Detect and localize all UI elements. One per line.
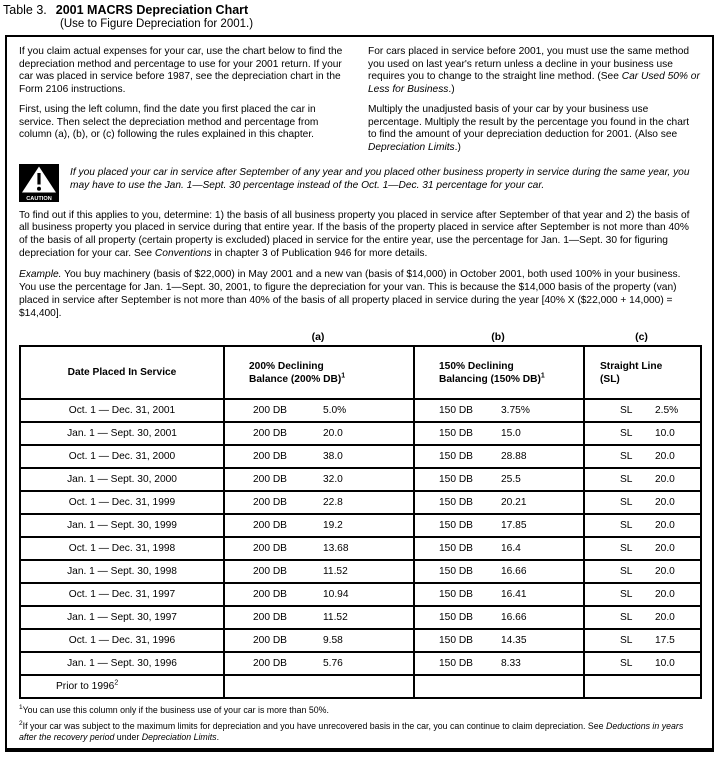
- header-text: 200% Declining: [249, 360, 324, 372]
- table-row: [20, 583, 701, 606]
- cell-150db: [414, 560, 584, 583]
- method-label: 200 DB: [253, 451, 287, 463]
- method-percentage: 13.68: [323, 543, 349, 555]
- method-label: 150 DB: [439, 451, 473, 463]
- method-label: SL: [620, 451, 633, 463]
- method-percentage: 22.8: [323, 497, 343, 509]
- header-date-placed-in-service: Date Placed In Service: [20, 346, 224, 399]
- method-label: 200 DB: [253, 589, 287, 601]
- table-row: [20, 629, 701, 652]
- method-percentage: 8.33: [501, 658, 521, 670]
- table-row: [20, 652, 701, 675]
- method-label: 200 DB: [253, 543, 287, 555]
- cell-empty: [224, 675, 414, 698]
- italic-reference: Depreciation Limits: [368, 141, 455, 153]
- method-percentage: 20.0: [655, 474, 675, 486]
- header-200-declining-balance: [224, 346, 414, 399]
- table-row: [20, 606, 701, 629]
- header-text: Straight Line: [600, 360, 663, 372]
- cell-150db: [414, 583, 584, 606]
- group-label-a: (a): [311, 331, 325, 344]
- header-text: (SL): [600, 373, 620, 385]
- prior-label: Prior to 1996: [56, 681, 115, 693]
- method-label: 150 DB: [439, 474, 473, 486]
- cell-date-placed-in-service: Jan. 1 — Sept. 30, 1999: [20, 514, 224, 537]
- footnote-text: under: [114, 732, 142, 743]
- table-row: [20, 445, 701, 468]
- cell-straight-line: [584, 537, 701, 560]
- method-label: SL: [620, 635, 633, 647]
- method-percentage: 16.66: [501, 566, 527, 578]
- method-percentage: 25.5: [501, 474, 521, 486]
- paragraph-text: For cars placed in service before 2001, you must use the same method you used on last year's return unless a decline in your business use requires you to change to the straight line method. (See: [368, 46, 690, 83]
- cell-straight-line: [584, 652, 701, 675]
- method-label: 150 DB: [439, 612, 473, 624]
- method-percentage: 10.0: [655, 428, 675, 440]
- method-label: 200 DB: [253, 428, 287, 440]
- find-out-paragraph: [19, 210, 700, 261]
- method-percentage: 16.4: [501, 543, 521, 555]
- paragraph-text: .): [448, 84, 455, 96]
- cell-straight-line: [584, 422, 701, 445]
- cell-200db: [224, 583, 414, 606]
- method-percentage: 20.0: [655, 612, 675, 624]
- method-label: 200 DB: [253, 474, 287, 486]
- method-percentage: 17.85: [501, 520, 527, 532]
- method-label: 150 DB: [439, 566, 473, 578]
- method-percentage: 28.88: [501, 451, 527, 463]
- header-150-declining-balance: [414, 346, 584, 399]
- cell-date-placed-in-service: Oct. 1 — Dec. 31, 1999: [20, 491, 224, 514]
- method-percentage: 17.5: [655, 635, 675, 647]
- caution-icon-label: CAUTION: [26, 195, 52, 202]
- cell-straight-line: [584, 445, 701, 468]
- footnote-text: If your car was subject to the maximum limits for depreciation and you have unrecovered basis in the car, you can continue to claim depreciation. See: [22, 721, 606, 732]
- intro-paragraph-3: [368, 46, 700, 97]
- cell-150db: [414, 652, 584, 675]
- method-percentage: 16.66: [501, 612, 527, 624]
- method-label: SL: [620, 405, 633, 417]
- paragraph-text: Multiply the unadjusted basis of your car by your business use percentage. Multiply the result by the percentage you found in the chart to find the amount of your depreciation deduction for 2001. (Also see: [368, 103, 690, 141]
- table-row-prior-to-1996: [20, 675, 701, 698]
- cell-date-placed-in-service: Oct. 1 — Dec. 31, 2001: [20, 399, 224, 422]
- method-percentage: 20.0: [655, 451, 675, 463]
- method-percentage: 20.0: [655, 497, 675, 509]
- page-title: [0, 0, 721, 31]
- method-percentage: 10.0: [655, 658, 675, 670]
- method-label: 200 DB: [253, 566, 287, 578]
- cell-200db: [224, 560, 414, 583]
- cell-150db: [414, 514, 584, 537]
- paragraph-text: .): [454, 141, 461, 153]
- cell-date-placed-in-service: Jan. 1 — Sept. 30, 2001: [20, 422, 224, 445]
- method-label: 150 DB: [439, 658, 473, 670]
- cell-date-placed-in-service: Jan. 1 — Sept. 30, 1997: [20, 606, 224, 629]
- method-label: SL: [620, 543, 633, 555]
- cell-straight-line: [584, 491, 701, 514]
- method-percentage: 3.75%: [501, 405, 530, 417]
- cell-200db: [224, 491, 414, 514]
- footnote-text: .: [216, 732, 220, 743]
- method-label: SL: [620, 474, 633, 486]
- italic-reference: Conventions: [154, 247, 212, 259]
- method-percentage: 9.58: [323, 635, 343, 647]
- example-label: Example.: [19, 269, 62, 281]
- footnote-text: You can use this column only if the business use of your car is more than 50%.: [22, 705, 329, 716]
- method-label: 150 DB: [439, 635, 473, 647]
- method-label: 150 DB: [439, 543, 473, 555]
- cell-straight-line: [584, 399, 701, 422]
- cell-date-placed-in-service: Oct. 1 — Dec. 31, 1996: [20, 629, 224, 652]
- cell-date-placed-in-service: Oct. 1 — Dec. 31, 2000: [20, 445, 224, 468]
- intro-paragraph-4: [368, 104, 700, 155]
- group-label-spacer: [19, 331, 223, 343]
- header-text: Balance (200% DB): [249, 373, 342, 385]
- cell-150db: [414, 399, 584, 422]
- content-border-box: [5, 35, 714, 752]
- paragraph-text: To find out if this applies to you, determine: 1) the basis of all business property you placed in service after September of that year and 2) the basis of all business property you placed in service during that entire year. If the basis of the property placed in service after September is not more than 40% of the basis of all property (certain property is excluded) placed in service for the entire year, use the percentage for Jan. 1—Sept. 30 for figuring depreciation for your car. See: [19, 209, 690, 259]
- table-number-label: Table 3.: [3, 3, 47, 17]
- method-label: SL: [620, 428, 633, 440]
- cell-date-placed-in-service: Oct. 1 — Dec. 31, 1998: [20, 537, 224, 560]
- cell-prior-to-1996: [20, 675, 224, 698]
- footnote-marker: 1: [19, 704, 23, 712]
- method-label: SL: [620, 566, 633, 578]
- method-percentage: 20.0: [323, 428, 343, 440]
- italic-reference: Deductions in years after the recovery period: [19, 721, 684, 743]
- method-label: SL: [620, 589, 633, 601]
- cell-150db: [414, 537, 584, 560]
- method-percentage: 5.0%: [323, 405, 347, 417]
- cell-straight-line: [584, 468, 701, 491]
- caution-icon: [19, 164, 59, 202]
- table-row: [20, 514, 701, 537]
- method-label: SL: [620, 520, 633, 532]
- table-title: 2001 MACRS Depreciation Chart: [55, 3, 249, 17]
- method-label: 200 DB: [253, 612, 287, 624]
- method-label: 200 DB: [253, 658, 287, 670]
- method-percentage: 20.21: [501, 497, 527, 509]
- italic-reference: Car Used 50% or Less for Business: [368, 71, 700, 96]
- method-label: SL: [620, 497, 633, 509]
- table-row: [20, 560, 701, 583]
- cell-150db: [414, 491, 584, 514]
- method-label: 200 DB: [253, 635, 287, 647]
- method-percentage: 10.94: [323, 589, 349, 601]
- method-percentage: 16.41: [501, 589, 527, 601]
- table-row: [20, 468, 701, 491]
- cell-200db: [224, 422, 414, 445]
- intro-columns: [19, 46, 700, 155]
- method-percentage: 2.5%: [655, 405, 679, 417]
- table-row: [20, 537, 701, 560]
- method-percentage: 38.0: [323, 451, 343, 463]
- cell-150db: [414, 445, 584, 468]
- method-label: SL: [620, 612, 633, 624]
- cell-200db: [224, 537, 414, 560]
- cell-150db: [414, 629, 584, 652]
- method-percentage: 15.0: [501, 428, 521, 440]
- cell-200db: [224, 468, 414, 491]
- cell-200db: [224, 514, 414, 537]
- footnotes: [19, 705, 700, 743]
- cell-200db: [224, 652, 414, 675]
- group-label-b: (b): [491, 331, 505, 344]
- method-label: 150 DB: [439, 428, 473, 440]
- example-text: You buy machinery (basis of $22,000) in May 2001 and a new van (basis of $14,000) in October 2001, both used 100% in your business. You use the percentage for Jan. 1—Sept. 30, 2001, to figure the depreciation for your van. This is because the $14,000 basis of the property (van) placed in service after September is not more than 40% of the basis of all property placed in service during the year [40% X ($22,000 + 14,000) = $14,400].: [19, 269, 681, 319]
- cell-150db: [414, 422, 584, 445]
- depreciation-table: [19, 345, 702, 699]
- caution-text: If you placed your car in service after September of any year and you placed other business property in service during the same year, you may have to use the Jan. 1—Sept. 30 percentage instead of the Oct. 1—Dec. 31 percentage for your car.: [70, 166, 690, 191]
- cell-straight-line: [584, 629, 701, 652]
- caution-section: [19, 164, 700, 202]
- cell-150db: [414, 468, 584, 491]
- cell-straight-line: [584, 606, 701, 629]
- cell-date-placed-in-service: Jan. 1 — Sept. 30, 2000: [20, 468, 224, 491]
- footnote-marker: 1: [341, 372, 346, 380]
- footnote-marker: 2: [114, 679, 119, 687]
- cell-200db: [224, 606, 414, 629]
- table-row: [20, 399, 701, 422]
- method-percentage: 20.0: [655, 543, 675, 555]
- intro-left-column: [19, 46, 351, 155]
- method-percentage: 14.35: [501, 635, 527, 647]
- method-percentage: 11.52: [323, 612, 348, 624]
- method-label: SL: [620, 658, 633, 670]
- header-straight-line: [584, 346, 701, 399]
- cell-200db: [224, 445, 414, 468]
- cell-straight-line: [584, 583, 701, 606]
- table-row: [20, 491, 701, 514]
- footnote-marker: 2: [19, 720, 23, 728]
- group-label-c: (c): [635, 331, 648, 344]
- table-row: [20, 422, 701, 445]
- header-text: Balancing (150% DB): [439, 373, 541, 385]
- cell-date-placed-in-service: Jan. 1 — Sept. 30, 1998: [20, 560, 224, 583]
- method-percentage: 20.0: [655, 589, 675, 601]
- cell-date-placed-in-service: Jan. 1 — Sept. 30, 1996: [20, 652, 224, 675]
- method-percentage: 20.0: [655, 566, 675, 578]
- method-label: 200 DB: [253, 497, 287, 509]
- cell-150db: [414, 606, 584, 629]
- table-header-row: [20, 346, 701, 399]
- method-label: 150 DB: [439, 497, 473, 509]
- cell-200db: [224, 399, 414, 422]
- method-percentage: 20.0: [655, 520, 675, 532]
- cell-empty: [584, 675, 701, 698]
- footnote-2: [19, 721, 700, 743]
- method-percentage: 32.0: [323, 474, 343, 486]
- intro-paragraph-2: First, using the left column, find the date you first placed the car in service. Then select the depreciation method and percentage from column (a), (b), or (c) following the rules explained in this chapter.: [19, 103, 319, 141]
- column-group-labels: [19, 331, 700, 343]
- method-label: 150 DB: [439, 589, 473, 601]
- method-label: 150 DB: [439, 405, 473, 417]
- footnote-marker: 1: [540, 372, 545, 380]
- table-subtitle: (Use to Figure Depreciation for 2001.): [60, 18, 254, 30]
- cell-date-placed-in-service: Oct. 1 — Dec. 31, 1997: [20, 583, 224, 606]
- method-percentage: 11.52: [323, 566, 348, 578]
- example-paragraph: [19, 269, 700, 320]
- cell-empty: [414, 675, 584, 698]
- cell-straight-line: [584, 560, 701, 583]
- italic-reference: Depreciation Limits: [141, 732, 217, 743]
- method-percentage: 5.76: [323, 658, 343, 670]
- method-label: 200 DB: [253, 520, 287, 532]
- header-text: 150% Declining: [439, 360, 514, 372]
- method-label: 150 DB: [439, 520, 473, 532]
- method-label: 200 DB: [253, 405, 287, 417]
- intro-paragraph-1: If you claim actual expenses for your car, use the chart below to find the depreciation method and percentage to use for your 2001 return. If your car was placed in service before 1987, see the depreciation chart in the Form 2106 instructions.: [19, 46, 343, 96]
- cell-straight-line: [584, 514, 701, 537]
- intro-right-column: [368, 46, 700, 155]
- cell-200db: [224, 629, 414, 652]
- paragraph-text: in chapter 3 of Publication 946 for more details.: [211, 247, 428, 259]
- method-percentage: 19.2: [323, 520, 343, 532]
- footnote-1: [19, 705, 700, 716]
